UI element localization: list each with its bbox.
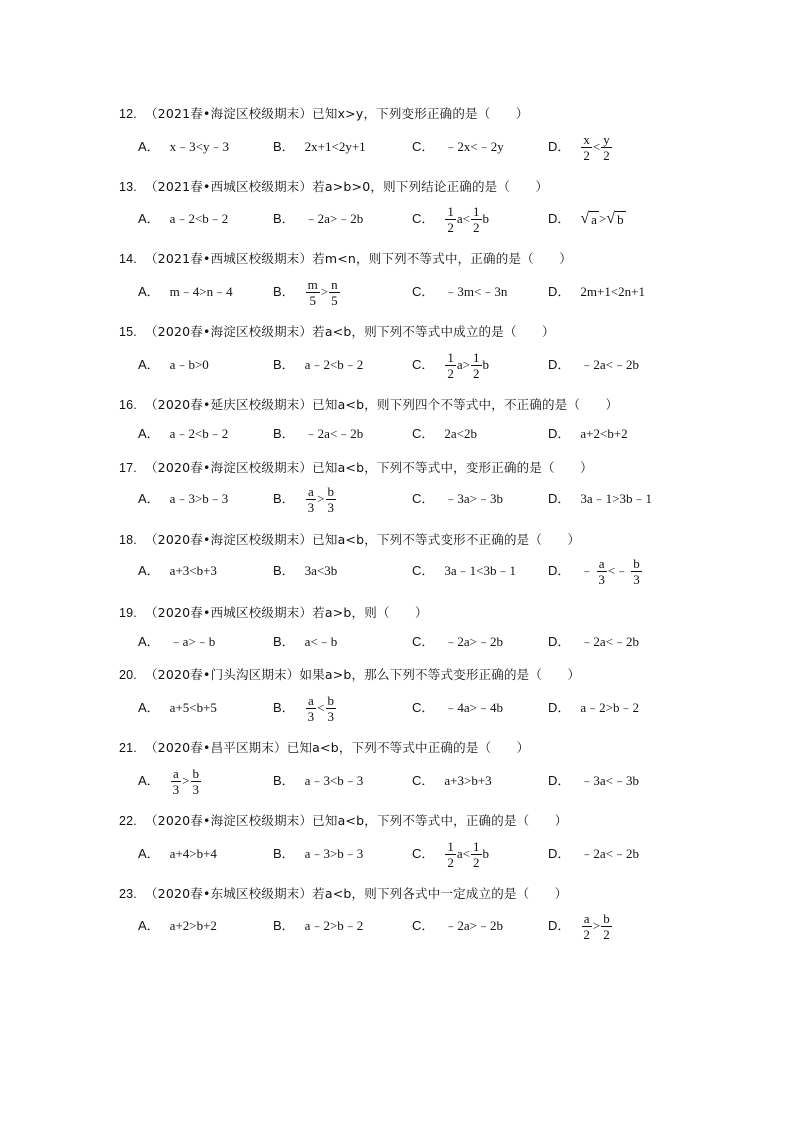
option-expression: a﹣b>0 (169, 357, 209, 372)
option-expression: ﹣3m<﹣3n (444, 284, 508, 299)
option-letter: A． (138, 700, 160, 715)
fraction (581, 911, 592, 942)
option-expression (580, 209, 625, 229)
answer-option[interactable] (138, 761, 202, 801)
option-expression (444, 839, 489, 870)
answer-option[interactable] (548, 272, 645, 312)
fraction-numerator: a (308, 483, 314, 499)
option-letter: B． (273, 918, 295, 933)
answer-option[interactable] (138, 622, 215, 662)
fraction (191, 766, 202, 797)
fraction (329, 277, 340, 308)
question-source: （2020春•门头沟区期末） (144, 667, 300, 682)
option-expression: a+2>b+2 (169, 918, 217, 933)
option-letter: A． (138, 211, 160, 226)
option-letter: A． (138, 634, 160, 649)
option-expression: 3a<3b (304, 563, 338, 578)
option-letter: A． (138, 773, 160, 788)
question-stem (119, 739, 529, 758)
fraction-numerator: b (327, 692, 335, 708)
question-source: （2020春•海淀区校级期末） (144, 460, 313, 475)
question-stem (119, 666, 580, 685)
minus-sign: ﹣ (615, 563, 629, 578)
fraction (471, 204, 482, 235)
answer-option[interactable] (138, 272, 233, 312)
question-stem (119, 604, 428, 623)
option-letter: C． (412, 426, 435, 441)
option-expression: a+3>b+3 (444, 773, 492, 788)
fraction-numerator: b (327, 483, 335, 499)
fraction-denominator: 3 (172, 781, 180, 797)
question-number: 16. (119, 398, 137, 412)
inequality-sign: > (317, 491, 325, 506)
fraction (601, 132, 612, 163)
option-expression (580, 132, 612, 163)
answer-option[interactable] (273, 761, 363, 801)
option-expression: a﹣2<b﹣2 (169, 426, 229, 441)
option-letter: D． (548, 846, 571, 861)
option-letter: C． (412, 773, 435, 788)
inequality-sign: > (320, 284, 329, 299)
option-expression: 2m+1<2n+1 (580, 284, 645, 299)
question-stem (119, 812, 567, 831)
answer-option[interactable] (138, 688, 217, 728)
fraction (631, 556, 642, 587)
square-root (580, 211, 599, 227)
fraction-numerator: 1 (473, 349, 480, 365)
option-expression: 2x+1<2y+1 (304, 139, 366, 154)
fraction-numerator: a (598, 555, 605, 571)
fraction (445, 350, 456, 381)
fraction (326, 693, 337, 724)
option-expression: a﹣2>b﹣2 (304, 918, 364, 933)
answer-option[interactable] (138, 479, 228, 519)
question-text: 若a<b，则下列各式中一定成立的是（ ） (312, 886, 568, 901)
fraction-denominator: 2 (603, 147, 610, 163)
inequality-sign: < (317, 700, 325, 715)
fraction (581, 132, 592, 163)
answer-option[interactable] (548, 414, 628, 454)
option-expression: a﹣3>b﹣3 (304, 846, 364, 861)
fraction (445, 204, 456, 235)
fraction-numerator: m (307, 276, 318, 292)
option-expression: 2a<2b (444, 426, 477, 441)
answer-option[interactable] (273, 834, 363, 874)
variable: b (482, 357, 490, 372)
option-expression: ﹣2a<﹣2b (580, 846, 639, 861)
option-expression: ﹣a>﹣b (169, 634, 216, 649)
option-letter: B． (273, 357, 295, 372)
fraction-numerator: 1 (473, 838, 480, 854)
option-expression: 3a﹣1>3b﹣1 (580, 491, 652, 506)
option-letter: D． (548, 634, 571, 649)
fraction-denominator: 3 (307, 708, 315, 724)
fraction-denominator: 5 (331, 292, 338, 308)
option-letter: C． (412, 357, 435, 372)
option-expression: ﹣2a<﹣2b (580, 357, 639, 372)
option-letter: B． (273, 634, 295, 649)
variable: b (482, 846, 490, 861)
fraction-numerator: x (583, 131, 590, 147)
option-letter: D． (548, 139, 571, 154)
fraction-numerator: 1 (447, 349, 454, 365)
option-expression: 3a﹣1<3b﹣1 (444, 563, 516, 578)
answer-option[interactable] (548, 479, 652, 519)
radicand: a (591, 212, 597, 227)
inequality-sign: > (462, 357, 471, 372)
fraction-denominator: 3 (192, 781, 200, 797)
option-letter: B． (273, 211, 295, 226)
fraction-denominator: 2 (583, 147, 590, 163)
fraction-denominator: 2 (447, 854, 454, 870)
question-number: 22. (119, 814, 137, 828)
option-expression: x﹣3<y﹣3 (169, 139, 230, 154)
option-expression: ﹣3a>﹣3b (444, 491, 503, 506)
option-expression (580, 556, 642, 587)
answer-option[interactable] (138, 199, 228, 239)
option-letter: D． (548, 357, 571, 372)
option-letter: A． (138, 846, 160, 861)
option-expression (170, 766, 202, 797)
answer-option[interactable] (412, 761, 492, 801)
answer-option[interactable] (138, 906, 217, 946)
option-expression: ﹣2a<﹣2b (580, 634, 639, 649)
question-number: 18. (119, 533, 137, 547)
option-letter: A． (138, 284, 160, 299)
fraction-numerator: a (308, 692, 314, 708)
question-stem (119, 250, 572, 269)
option-letter: A． (138, 426, 160, 441)
question-number: 13. (119, 180, 137, 194)
question-number: 19. (119, 606, 137, 620)
option-expression: ﹣2a>﹣2b (444, 918, 503, 933)
option-letter: B． (273, 139, 295, 154)
fraction-numerator: 1 (447, 838, 454, 854)
option-expression (305, 277, 341, 308)
question-source: （2020春•延庆区校级期末） (144, 397, 313, 412)
option-letter: B． (273, 563, 295, 578)
question-stem (119, 531, 580, 550)
option-letter: C． (412, 491, 435, 506)
answer-option[interactable] (273, 688, 337, 728)
answer-option[interactable] (548, 622, 639, 662)
question-source: （2021春•西城区校级期末） (144, 179, 313, 194)
answer-option[interactable] (273, 906, 363, 946)
option-expression (305, 484, 337, 515)
answer-option[interactable] (548, 199, 626, 239)
question-source: （2021春•海淀区校级期末） (144, 106, 313, 121)
fraction-denominator: 3 (633, 571, 640, 587)
option-expression: a﹣2>b﹣2 (580, 700, 639, 715)
option-letter: C． (412, 634, 435, 649)
fraction-denominator: 3 (598, 571, 605, 587)
fraction (326, 484, 337, 515)
option-expression: ﹣2x<﹣2y (444, 139, 504, 154)
question-text: 已知a<b，下列不等式中正确的是（ ） (286, 740, 530, 755)
question-number: 21. (119, 741, 137, 755)
option-expression: ﹣2a<﹣2b (304, 426, 364, 441)
answer-option[interactable] (273, 127, 366, 167)
fraction-numerator: 1 (447, 203, 454, 219)
option-expression: a﹣2<b﹣2 (169, 211, 229, 226)
fraction (471, 839, 482, 870)
fraction (306, 277, 320, 308)
answer-option[interactable] (273, 479, 337, 519)
question-source: （2020春•昌平区期末） (144, 740, 287, 755)
question-stem (119, 459, 593, 478)
option-letter: C． (412, 700, 435, 715)
question-stem (119, 105, 529, 124)
option-expression: a﹣3>b﹣3 (169, 491, 229, 506)
fraction-numerator: a (173, 765, 179, 781)
answer-option[interactable] (548, 551, 643, 591)
fraction (445, 839, 456, 870)
question-number: 15. (119, 325, 137, 339)
fraction (601, 911, 612, 942)
answer-option[interactable] (273, 345, 363, 385)
question-stem (119, 396, 618, 415)
option-letter: D． (548, 284, 571, 299)
answer-option[interactable] (412, 345, 489, 385)
answer-option[interactable] (548, 688, 639, 728)
fraction (596, 556, 607, 587)
fraction (306, 693, 317, 724)
fraction-denominator: 2 (583, 926, 590, 942)
question-source: （2020春•海淀区校级期末） (144, 324, 313, 339)
square-root (606, 211, 625, 227)
inequality-sign: > (598, 211, 607, 226)
question-text: 若m<n，则下列不等式中，正确的是（ ） (312, 251, 572, 266)
fraction-numerator: a (583, 910, 590, 926)
question-source: （2021春•西城区校级期末） (144, 251, 313, 266)
question-source: （2020春•西城区校级期末） (144, 605, 313, 620)
option-letter: C． (412, 211, 435, 226)
fraction-denominator: 3 (327, 499, 335, 515)
option-letter: B． (273, 284, 295, 299)
option-letter: D． (548, 918, 571, 933)
fraction-denominator: 2 (447, 219, 454, 235)
option-letter: A． (138, 357, 160, 372)
variable: a (456, 846, 463, 861)
inequality-sign: < (592, 139, 601, 154)
option-letter: D． (548, 211, 571, 226)
question-number: 14. (119, 252, 137, 266)
answer-option[interactable] (412, 414, 477, 454)
option-expression: a﹣2<b﹣2 (304, 357, 364, 372)
inequality-sign: < (462, 846, 471, 861)
fraction-denominator: 2 (473, 365, 480, 381)
option-expression: ﹣2a>﹣2b (304, 211, 364, 226)
radical-sign-icon: √ (580, 210, 590, 227)
fraction-denominator: 2 (473, 219, 480, 235)
option-letter: B． (273, 491, 295, 506)
question-text: 若a<b，则下列不等式中成立的是（ ） (312, 324, 555, 339)
option-letter: C． (412, 918, 435, 933)
option-letter: D． (548, 426, 571, 441)
answer-option[interactable] (548, 906, 613, 946)
option-expression: ﹣3a<﹣3b (580, 773, 639, 788)
fraction-denominator: 3 (307, 499, 315, 515)
fraction (171, 766, 182, 797)
option-expression: a+4>b+4 (169, 846, 217, 861)
inequality-sign: > (592, 918, 601, 933)
option-expression: a+5<b+5 (169, 700, 217, 715)
minus-sign: ﹣ (580, 563, 594, 578)
answer-option[interactable] (273, 414, 363, 454)
question-text: 已知a<b，下列不等式中，正确的是（ ） (312, 813, 568, 828)
option-expression (305, 693, 337, 724)
answer-option[interactable] (548, 761, 639, 801)
answer-option[interactable] (412, 479, 503, 519)
fraction (471, 350, 482, 381)
option-letter: B． (273, 700, 295, 715)
option-letter: A． (138, 563, 160, 578)
fraction-numerator: b (603, 910, 610, 926)
answer-option[interactable] (412, 272, 507, 312)
answer-option[interactable] (138, 345, 209, 385)
question-stem (119, 323, 555, 342)
answer-option[interactable] (138, 127, 229, 167)
question-source: （2020春•海淀区校级期末） (144, 813, 313, 828)
fraction-denominator: 2 (447, 365, 454, 381)
question-text: 已知a<b，下列不等式中，变形正确的是（ ） (312, 460, 593, 475)
option-expression: a﹣3<b﹣3 (304, 773, 364, 788)
answer-option[interactable] (273, 622, 337, 662)
question-text: 如果a>b，那么下列不等式变形正确的是（ ） (299, 667, 581, 682)
question-number: 17. (119, 461, 137, 475)
option-letter: D． (548, 491, 571, 506)
inequality-sign: < (607, 563, 616, 578)
variable: a (456, 357, 463, 372)
answer-option[interactable] (548, 345, 639, 385)
answer-option[interactable] (138, 551, 217, 591)
answer-option[interactable] (412, 199, 489, 239)
option-expression: ﹣2a>﹣2b (444, 634, 503, 649)
answer-option[interactable] (412, 906, 503, 946)
question-text: 若a>b>0，则下列结论正确的是（ ） (312, 179, 549, 194)
answer-option[interactable] (548, 834, 639, 874)
question-text: 已知a<b，下列不等式变形不正确的是（ ） (312, 532, 581, 547)
option-expression (444, 350, 489, 381)
question-text: 若a>b，则（ ） (312, 605, 428, 620)
option-letter: B． (273, 773, 295, 788)
question-stem (119, 178, 548, 197)
question-number: 23. (119, 887, 137, 901)
answer-option[interactable] (273, 199, 363, 239)
fraction-denominator: 2 (473, 854, 480, 870)
fraction-numerator: n (331, 276, 338, 292)
question-number: 20. (119, 668, 137, 682)
answer-option[interactable] (138, 414, 228, 454)
question-source: （2020春•海淀区校级期末） (144, 532, 313, 547)
fraction-numerator: 1 (473, 203, 480, 219)
option-letter: D． (548, 700, 571, 715)
option-letter: A． (138, 139, 160, 154)
option-expression (580, 911, 612, 942)
fraction-denominator: 2 (603, 926, 610, 942)
answer-option[interactable] (138, 834, 217, 874)
option-letter: B． (273, 846, 295, 861)
question-text: 已知a<b，则下列四个不等式中，不正确的是（ ） (312, 397, 619, 412)
fraction-denominator: 5 (309, 292, 316, 308)
radical-sign-icon: √ (606, 210, 616, 227)
option-expression: a+3<b+3 (169, 563, 217, 578)
answer-option[interactable] (412, 622, 503, 662)
variable: a (456, 211, 463, 226)
option-letter: B． (273, 426, 295, 441)
variable: b (482, 211, 490, 226)
question-source: （2020春•东城区校级期末） (144, 886, 313, 901)
fraction (306, 484, 317, 515)
inequality-sign: < (462, 211, 471, 226)
fraction-numerator: b (633, 555, 640, 571)
radicand: b (617, 212, 624, 227)
option-letter: C． (412, 563, 435, 578)
answer-option[interactable] (273, 272, 341, 312)
option-expression: a+2<b+2 (580, 426, 628, 441)
option-letter: A． (138, 491, 160, 506)
fraction-numerator: y (603, 131, 610, 147)
answer-option[interactable] (412, 551, 516, 591)
option-letter: A． (138, 918, 160, 933)
option-expression: a<﹣b (304, 634, 338, 649)
option-letter: C． (412, 846, 435, 861)
fraction-denominator: 3 (327, 708, 335, 724)
answer-option[interactable] (412, 834, 489, 874)
option-letter: D． (548, 773, 571, 788)
answer-option[interactable] (412, 127, 504, 167)
question-stem (119, 885, 567, 904)
option-letter: C． (412, 139, 435, 154)
answer-option[interactable] (548, 127, 613, 167)
answer-option[interactable] (273, 551, 337, 591)
inequality-sign: > (182, 773, 190, 788)
option-expression: ﹣4a>﹣4b (444, 700, 503, 715)
option-expression (444, 204, 489, 235)
option-expression: m﹣4>n﹣4 (169, 284, 233, 299)
option-letter: D． (548, 563, 571, 578)
question-text: 已知x>y，下列变形正确的是（ ） (312, 106, 529, 121)
answer-option[interactable] (412, 688, 503, 728)
fraction-numerator: b (192, 765, 200, 781)
option-letter: C． (412, 284, 435, 299)
question-number: 12. (119, 107, 137, 121)
